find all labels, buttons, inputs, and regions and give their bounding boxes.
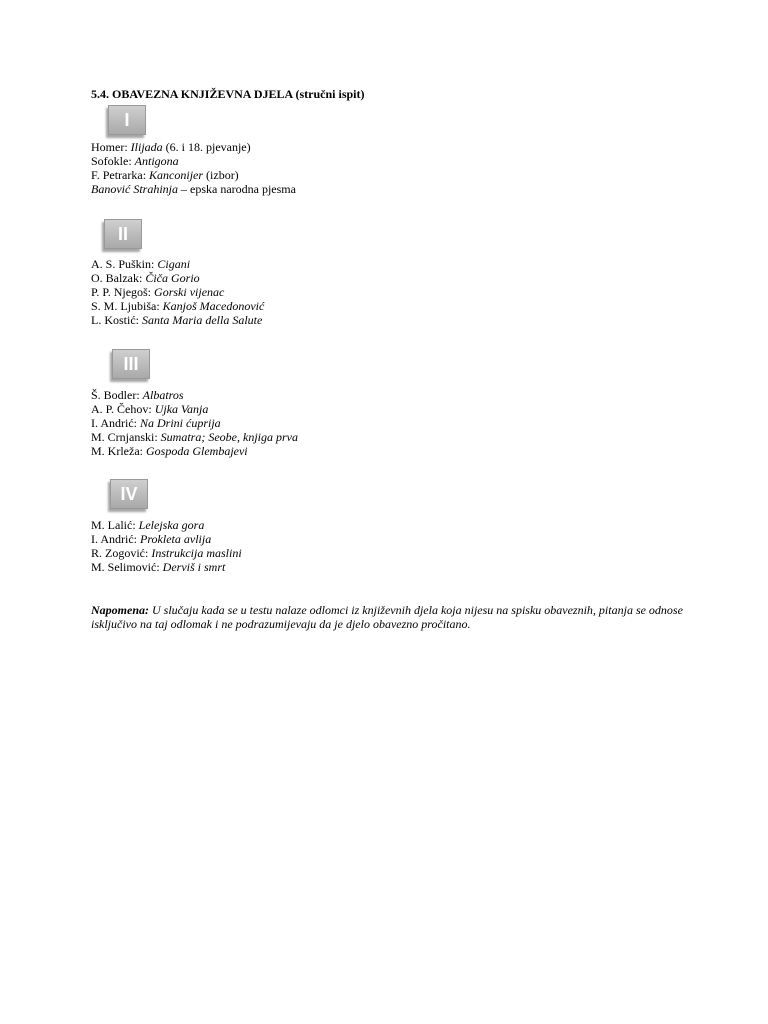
list-item [91,402,298,416]
work-note: – epska narodna pjesma [178,182,296,196]
author-name: A. P. Čehov: [91,402,155,416]
author-name: I. Andrić: [91,532,140,546]
list-item [91,444,298,458]
author-name: P. P. Njegoš: [91,285,155,299]
author-name: I. Andrić: [91,416,140,430]
section-badge-3: III [112,349,150,379]
section-badge-1: I [108,105,146,135]
work-title: Instrukcija maslini [151,546,242,560]
work-title: Ilijada [130,140,163,154]
author-name: M. Selimović: [91,560,163,574]
author-name: Sofokle: [91,154,135,168]
list-item [91,546,242,560]
section-badge-4: IV [110,479,148,509]
section-list-4 [91,518,242,574]
work-note: (6. i 18. pjevanje) [162,140,251,154]
list-item [91,560,242,574]
work-title: Na Drini ćuprija [140,416,221,430]
work-note: (izbor) [203,168,239,182]
list-item [91,532,242,546]
author-name: Š. Bodler: [91,388,143,402]
footnote-label: Napomena: [91,603,149,617]
work-title: Gorski vijenac [154,285,225,299]
footnote [91,603,691,631]
work-title: Ujka Vanja [154,402,209,416]
author-name: R. Zogović: [91,546,152,560]
section-list-2 [91,257,264,327]
work-title: Santa Maria della Salute [142,313,263,327]
author-name: L. Kostić: [91,313,142,327]
author-name: A. S. Puškin: [91,257,158,271]
list-item [91,271,264,285]
work-title: Sumatra; Seobe, knjiga prva [160,430,298,444]
section-list-1 [91,140,296,196]
section-badge-2: II [104,219,142,249]
author-name: O. Balzak: [91,271,146,285]
list-item [91,257,264,271]
list-item [91,168,296,182]
list-item [91,430,298,444]
section-list-3 [91,388,298,458]
list-item [91,285,264,299]
author-name: M. Crnjanski: [91,430,161,444]
work-title: Lelejska gora [138,518,205,532]
list-item [91,182,296,196]
page-title: 5.4. OBAVEZNA KNJIŽEVNA DJELA (stručni ispit) [91,87,365,101]
work-title: Albatros [142,388,184,402]
author-name: M. Lalić: [91,518,139,532]
author-name: M. Krleža: [91,444,146,458]
list-item [91,388,298,402]
work-title: Čiča Gorio [145,271,200,285]
work-title: Gospoda Glembajevi [145,444,248,458]
list-item [91,416,298,430]
list-item [91,299,264,313]
list-item [91,518,242,532]
list-item [91,140,296,154]
work-title: Derviš i smrt [162,560,226,574]
list-item [91,154,296,168]
author-name: Homer: [91,140,131,154]
list-item [91,313,264,327]
work-title: Banović Strahinja [91,182,178,196]
work-title: Kanjoš Macedonović [162,299,265,313]
work-title: Cigani [157,257,191,271]
work-title: Prokleta avlija [140,532,212,546]
work-title: Kanconijer [149,168,204,182]
author-name: F. Petrarka: [91,168,150,182]
footnote-text: U slučaju kada se u testu nalaze odlomci iz književnih djela koja nijesu na spisku obaveznih, pitanja se odnose isključivo na taj odlomak i ne podrazumijevaju da je djelo obavezno pročitano. [91,603,683,631]
work-title: Antigona [134,154,179,168]
author-name: S. M. Ljubiša: [91,299,163,313]
